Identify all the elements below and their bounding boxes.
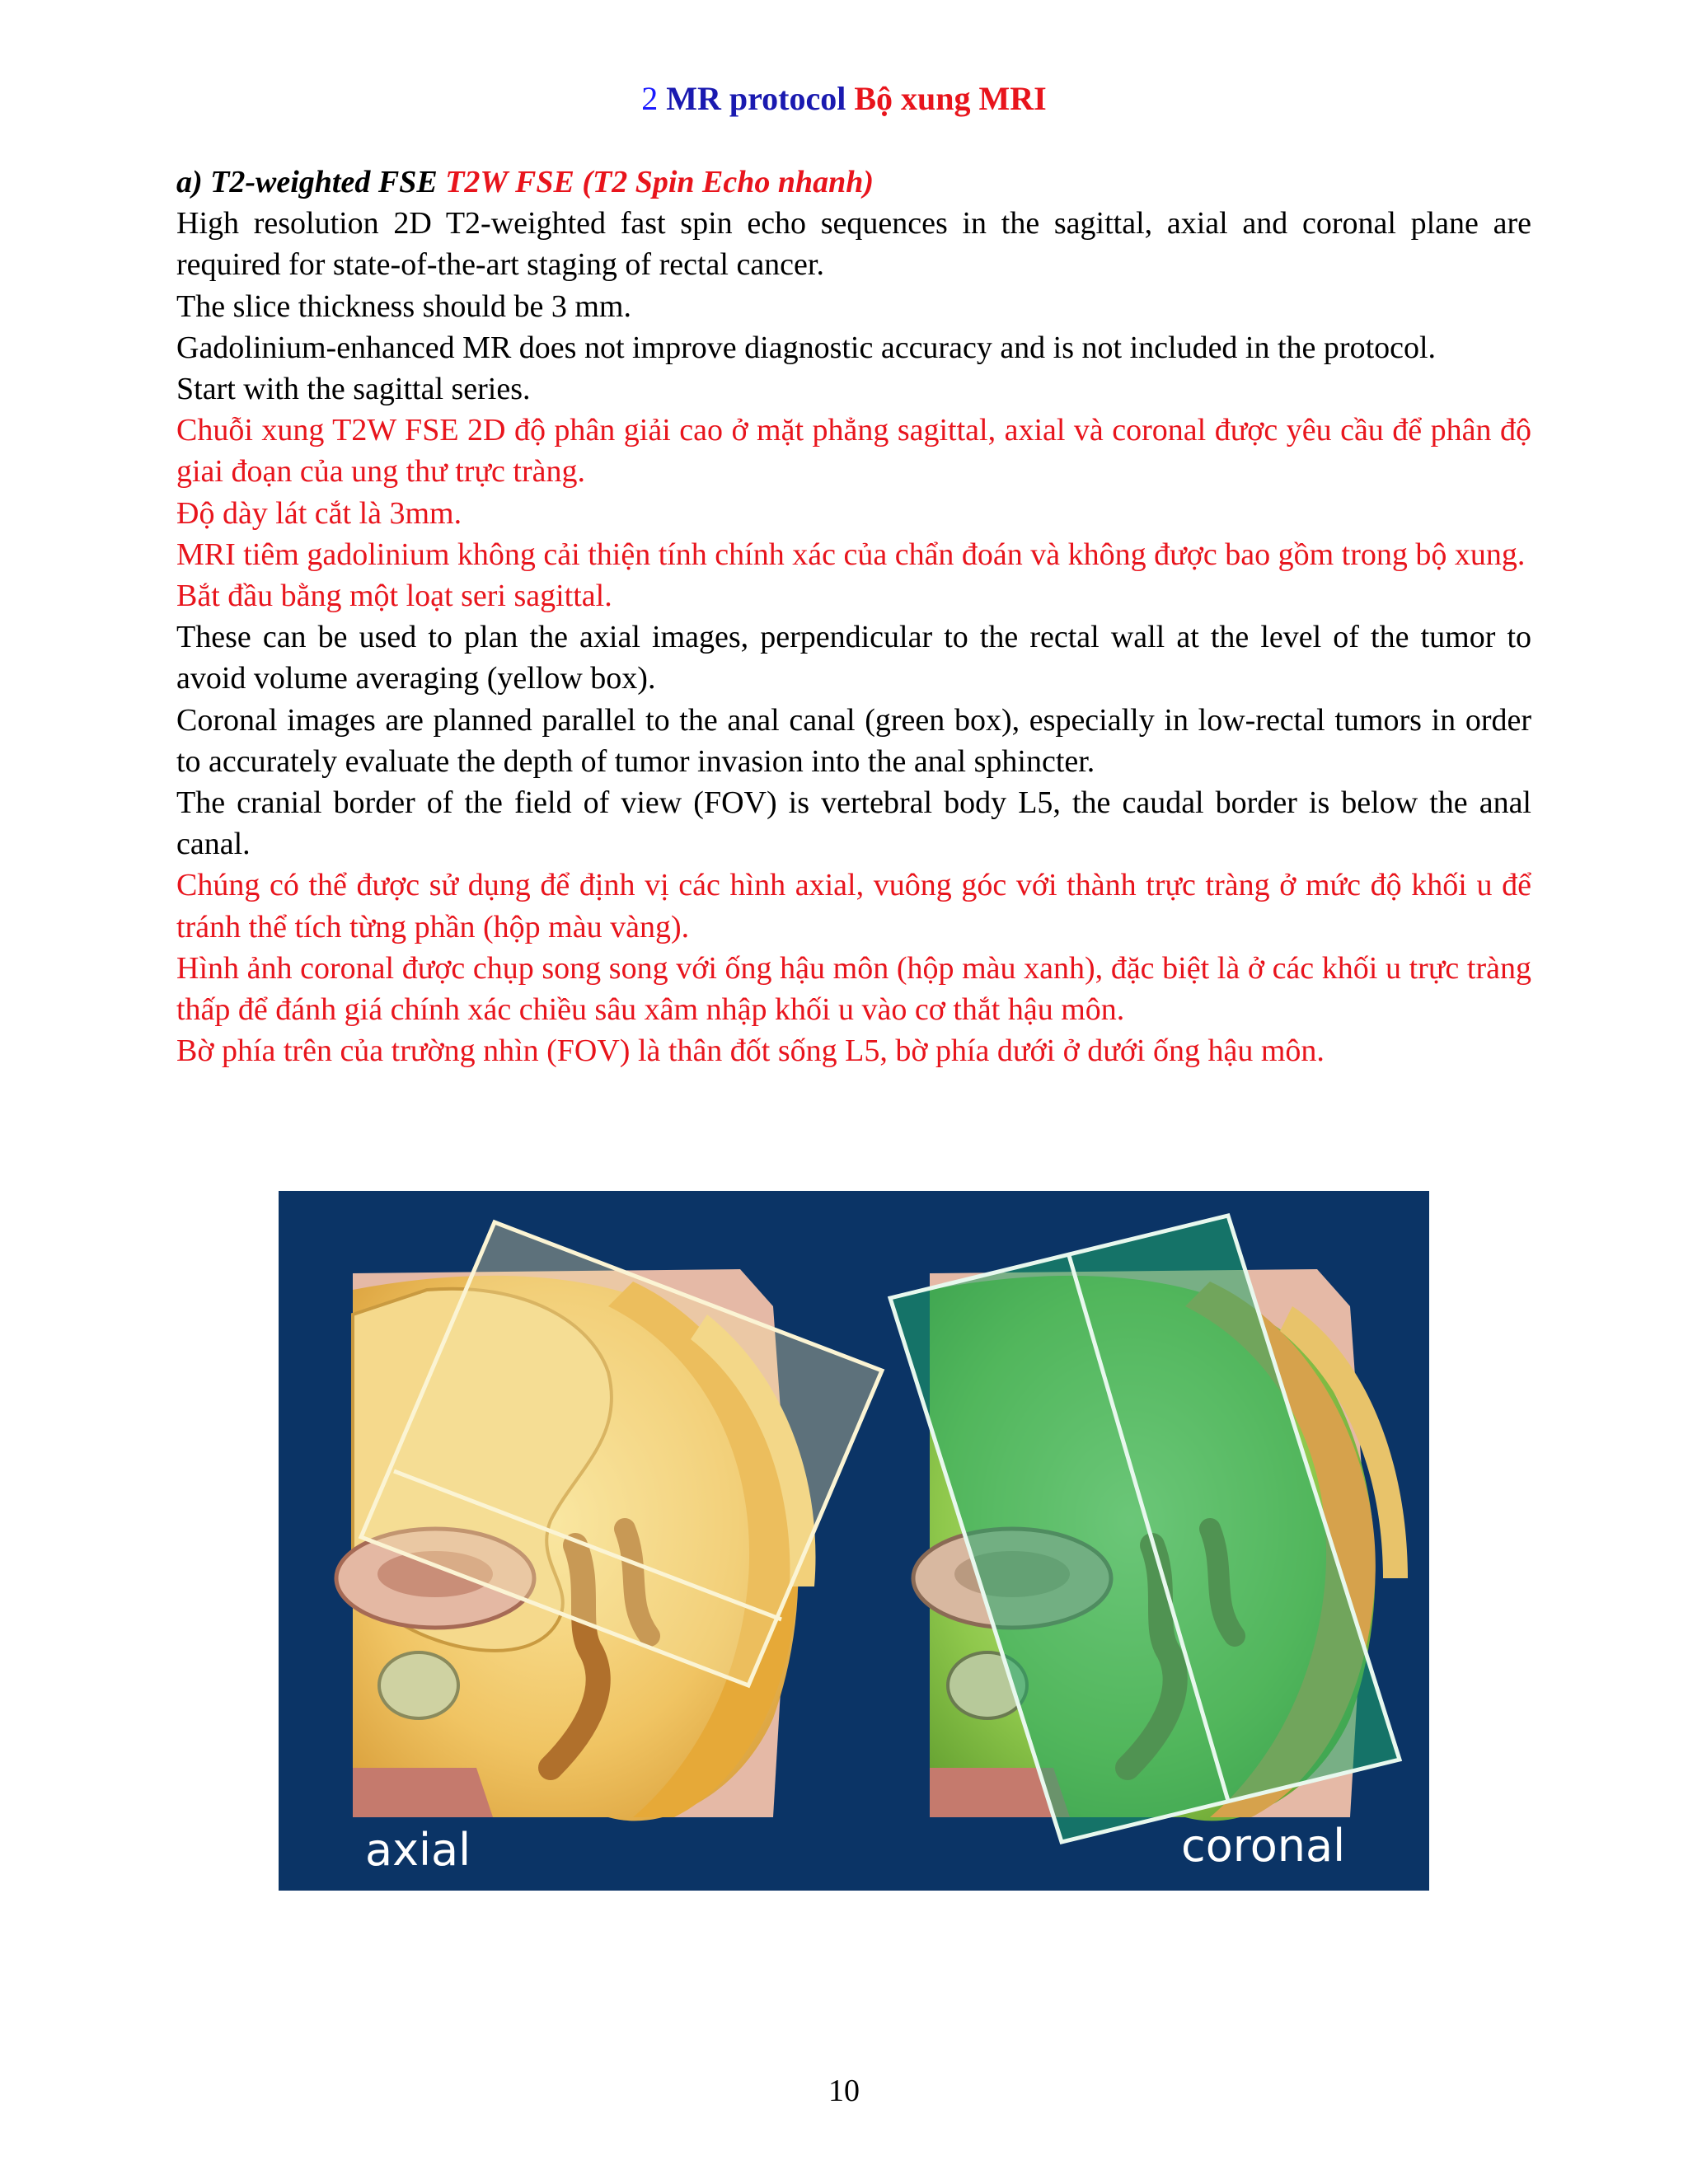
paragraph-vietnamese: Bắt đầu bằng một loạt seri sagittal.: [176, 579, 612, 614]
paragraph-vietnamese: Bờ phía trên của trường nhìn (FOV) là thân đốt sống L5, bờ phía dưới ở dưới ống hậu môn.: [176, 1033, 1325, 1069]
paragraph-vietnamese: Hình ảnh coronal được chụp song song với ống hậu môn (hộp màu xanh), đặc biệt là ở các khối u trực tràng thấp để đánh giá chính xác chiều sâu xâm nhập khối u vào cơ thắt hậu môn.: [176, 950, 1531, 1028]
title-english: MR protocol: [666, 80, 846, 117]
sub-heading: [176, 162, 1531, 203]
sub-heading-english: a) T2-weighted FSE: [176, 165, 438, 199]
paragraph: The cranial border of the field of view (FOV) is vertebral body L5, the caudal border is below the anal canal.: [176, 785, 1531, 862]
page-title: [0, 76, 1688, 122]
paragraph-vietnamese: MRI tiêm gadolinium không cải thiện tính chính xác của chẩn đoán và không được bao gồm trong bộ xung.: [176, 537, 1526, 572]
paragraph: These can be used to plan the axial images, perpendicular to the rectal wall at the level of the tumor to avoid volume averaging (yellow box).: [176, 620, 1531, 696]
paragraph: High resolution 2D T2-weighted fast spin echo sequences in the sagittal, axial and coronal plane are required for state-of-the-art staging of rectal cancer.: [176, 206, 1531, 283]
sub-heading-vietnamese: T2W FSE (T2 Spin Echo nhanh): [445, 165, 874, 199]
figure-illustration: [279, 1191, 1429, 1891]
paragraph: Start with the sagittal series.: [176, 372, 531, 407]
paragraph-vietnamese: Độ dày lát cắt là 3mm.: [176, 495, 462, 531]
body-text: [176, 162, 1531, 1071]
paragraph-vietnamese: Chuỗi xung T2W FSE 2D độ phân giải cao ở mặt phẳng sagittal, axial và coronal được yêu cầu để phân độ giai đoạn của ung thư trực tràng.: [176, 413, 1531, 490]
paragraph: The slice thickness should be 3 mm.: [176, 288, 631, 324]
title-vietnamese: Bộ xung MRI: [854, 80, 1047, 117]
paragraph: Gadolinium-enhanced MR does not improve diagnostic accuracy and is not included in the protocol.: [176, 330, 1437, 365]
page-number: 10: [828, 2074, 860, 2108]
section-number: 2: [641, 80, 659, 117]
axial-label: axial: [365, 1824, 471, 1876]
paragraph-vietnamese: Chúng có thể được sử dụng để định vị các hình axial, vuông góc với thành trực tràng ở mức độ khối u để tránh thể tích từng phần (hộp màu vàng).: [176, 868, 1531, 944]
coronal-panel: [890, 1216, 1408, 1842]
mri-planning-figure: [279, 1191, 1429, 1891]
axial-panel: [336, 1222, 882, 1821]
coronal-label: coronal: [1181, 1820, 1346, 1872]
paragraph: Coronal images are planned parallel to the anal canal (green box), especially in low-rectal tumors in order to accurately evaluate the depth of tumor invasion into the anal sphincter.: [176, 702, 1531, 779]
